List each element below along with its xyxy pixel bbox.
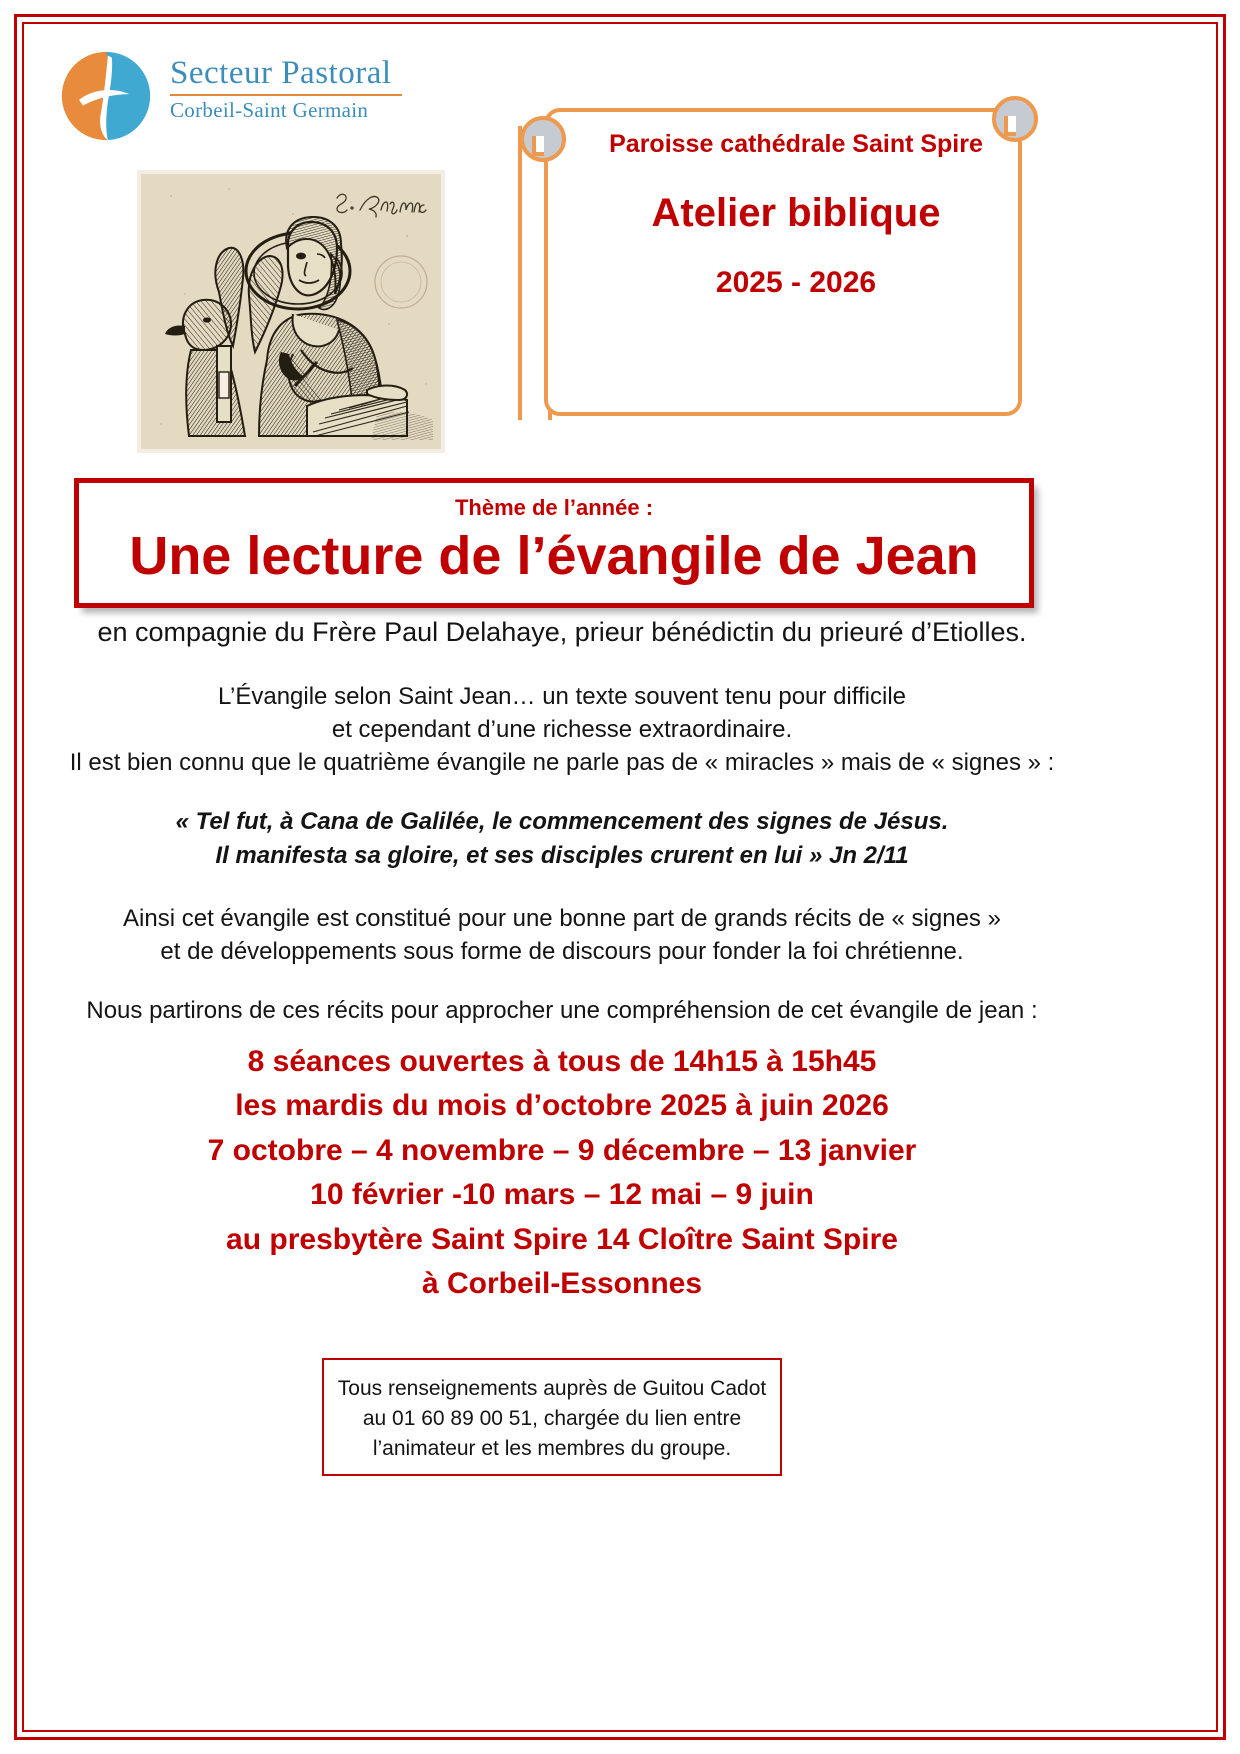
contact-line-2: au 01 60 89 00 51, chargée du lien entre (362, 1406, 742, 1430)
approach-paragraph: Nous partirons de ces récits pour approcher une compréhension de cet évangile de jean : (86, 997, 1038, 1025)
scripture-quote (62, 805, 1062, 872)
scroll-roll-left-notch (532, 136, 544, 156)
logo-mark-icon (58, 48, 154, 144)
parish-name: Paroisse cathédrale Saint Spire (609, 130, 983, 158)
scroll-text-block (560, 130, 1032, 300)
intro-line-1: L’Évangile selon Saint Jean… un texte souvent tenu pour difficile (217, 682, 906, 710)
intro-line-2: et cependant d’une richesse extraordinaire. (331, 715, 793, 743)
engraving-illustration (141, 174, 441, 449)
logo-title: Secteur Pastoral (170, 55, 392, 91)
event-season: 2025 - 2026 (715, 266, 877, 299)
schedule-city: à Corbeil-Essonnes (421, 1266, 703, 1300)
theme-box (74, 478, 1034, 608)
logo-wordmark (170, 56, 470, 123)
schedule-block (62, 1040, 1062, 1306)
schedule-dates-1: 7 octobre – 4 novembre – 9 décembre – 13 janvier (207, 1133, 917, 1167)
contact-line-1: Tous renseignements auprès de Guitou Cadot (337, 1377, 767, 1400)
contact-box (322, 1358, 782, 1476)
quote-line-2: Il manifesta sa gloire, et ses disciples crurent en lui » Jn 2/11 (215, 841, 909, 869)
schedule-sessions: 8 séances ouvertes à tous de 14h15 à 15h45 (247, 1045, 877, 1078)
explanation-line-1: Ainsi cet évangile est constitué pour une bonne part de grands récits de « signes » (123, 905, 1001, 933)
explanation-paragraph (62, 902, 1062, 968)
logo-subtitle: Corbeil-Saint Germain (170, 97, 369, 122)
theme-label: Thème de l’année : (454, 495, 654, 520)
intro-line-3: Il est bien connu que le quatrième évangile ne parle pas de « miracles » mais de « signes » : (69, 748, 1055, 776)
schedule-venue: au presbytère Saint Spire 14 Cloître Saint Spire (226, 1222, 898, 1256)
event-title: Atelier biblique (651, 191, 941, 235)
schedule-months: les mardis du mois d’octobre 2025 à juin 2026 (235, 1089, 889, 1123)
speaker-line: en compagnie du Frère Paul Delahaye, prieur bénédictin du prieuré d’Etiolles. (97, 617, 1027, 647)
schedule-dates-2: 10 février -10 mars – 12 mai – 9 juin (310, 1178, 814, 1212)
intro-paragraph (62, 680, 1062, 779)
theme-title: Une lecture de l’évangile de Jean (129, 526, 979, 586)
scroll-banner (512, 108, 1040, 416)
contact-line-3: l’animateur et les membres du groupe. (372, 1436, 732, 1460)
secteur-pastoral-logo (58, 42, 478, 152)
saint-john-engraving (137, 170, 445, 453)
quote-line-1: « Tel fut, à Cana de Galilée, le commencement des signes de Jésus. (175, 808, 949, 836)
explanation-line-2: et de développements sous forme de discours pour fonder la foi chrétienne. (160, 938, 964, 966)
logo-divider (170, 94, 402, 96)
body-copy (62, 616, 1062, 1062)
